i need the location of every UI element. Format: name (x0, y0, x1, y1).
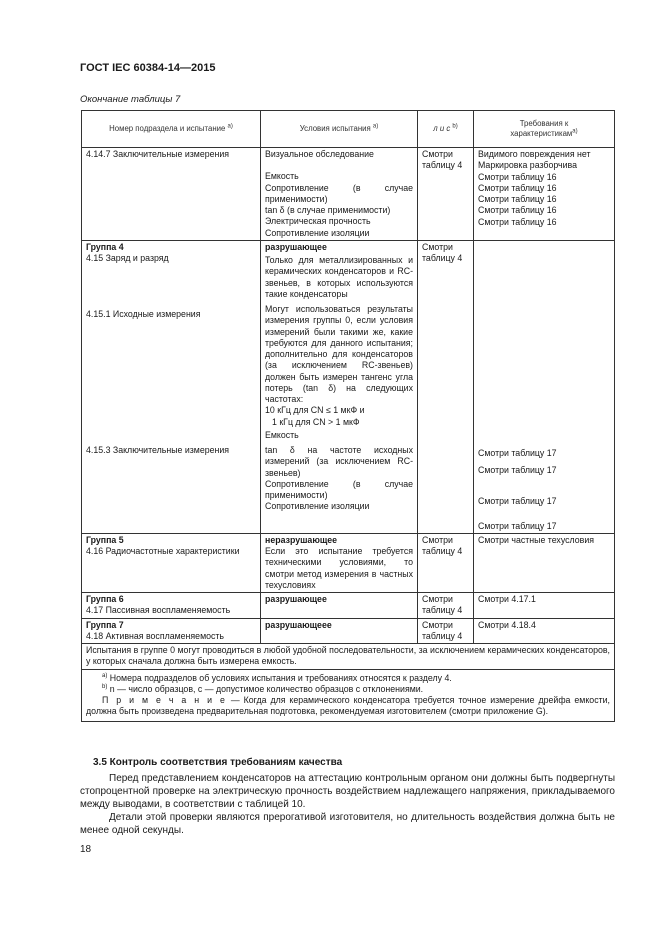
group-7-items: Группа 7 4.18 Активная воспламеняемость (82, 618, 261, 644)
header-requirements: Требования к характеристикам$^{a)}$ (474, 111, 615, 148)
row-4-14-7-conditions: Визуальное обследование Емкость Сопротивление (в случае применимости) tan δ (в случае применимости) Электрическая прочность Сопротивление изоляции (261, 148, 418, 241)
group-4-conditions: разрушающее Только для металлизированных и керамических конденсаторов и RC-звеньев, в которых используются такие конденсаторы Могут использоваться результаты измерения группы 0, если условия измерений были такими же, какие требуются для данного испытания; дополнительно для конденсаторов (за исключением RC-звеньев) должен быть измерен тангенс угла потерь (tan δ) на следующих частотах: 10 кГц для CN ≤ 1 мкФ и 1 кГц для CN > 1 мкФ Емкость tan δ на частоте исходных измерений (за исключением RC-звеньев) Сопротивление (в случае применимости) Сопротивление изоляции (261, 240, 418, 533)
row-4-14-7-item: 4.14.7 Заключительные измерения (82, 148, 261, 241)
group-6-requirements: Смотри 4.17.1 (474, 593, 615, 619)
paragraph: Детали этой проверки являются прерогативой изготовителя, но длительность воздействия должна быть не менее одной секунды. (80, 812, 615, 836)
table-row (82, 148, 615, 241)
table-header-row (82, 111, 615, 148)
group-7-requirements: Смотри 4.18.4 (474, 618, 615, 644)
table-row (82, 593, 615, 619)
table-row (82, 618, 615, 644)
group-6-items: Группа 6 4.17 Пассивная воспламеняемость (82, 593, 261, 619)
group-5-items: Группа 5 4.16 Радиочастотные характеристики (82, 533, 261, 592)
group-5-conditions: неразрушающее Если это испытание требуется техническими условиями, то смотри метод измерения в частных техусловиях (261, 533, 418, 592)
group-7-conditions: разрушающеее (261, 618, 418, 644)
table-footnotes-row (82, 669, 615, 721)
group-7-nc: Смотри таблицу 4 (418, 618, 474, 644)
section-body (80, 772, 615, 837)
group-4-requirements: Смотри таблицу 17 Смотри таблицу 17 Смотри таблицу 17 Смотри таблицу 17 (474, 240, 615, 533)
table-row (82, 533, 615, 592)
header-subsection-test: Номер подраздела и испытание $^{a)}$ (82, 111, 261, 148)
row-4-14-7-nc: Смотри таблицу 4 (418, 148, 474, 241)
group-5-nc: Смотри таблицу 4 (418, 533, 474, 592)
row-4-14-7-requirements: Видимого повреждения нет Маркировка разборчива Смотри таблицу 16 Смотри таблицу 16 Смотри таблицу 16 Смотри таблицу 16 Смотри таблицу 16 (474, 148, 615, 241)
table-caption: Окончание таблицы 7 (80, 94, 181, 105)
group-4-nc: Смотри таблицу 4 (418, 240, 474, 533)
paragraph: Перед представлением конденсаторов на аттестацию контрольным органом они должны быть подвергнуты стопроцентной проверке на электрическую прочность воздействием надлежащего напряжения, прикладываемого между выводами, в соответствии с таблицей 10. (80, 773, 615, 810)
group-5-requirements: Смотри частные техусловия (474, 533, 615, 592)
group-6-nc: Смотри таблицу 4 (418, 593, 474, 619)
test-table (81, 110, 615, 722)
header-n-c: л и с $^{b)}$ (418, 111, 474, 148)
page-number: 18 (80, 844, 92, 855)
group-6-conditions: разрушающее (261, 593, 418, 619)
table-row (82, 240, 615, 533)
note-label: П р и м е ч а н и е (102, 695, 227, 705)
section-title: 3.5 Контроль соответствия требованиям качества (93, 757, 343, 768)
table-footnotes: $^{a)}$ Номера подразделов об условиях испытания и требованиях относятся к разделу 4. $^{b)}$ n — число образцов, c — допустимое количество образцов с отклонениями. П р и м е ч а н и е — Когда для керамического конденсатора требуется точное измерение дрейфа емкости, должна быть произведена предварительная подготовка, рекомендуемая изготовителем (смотри приложение G). (82, 669, 615, 721)
table-row (82, 644, 615, 670)
header-test-conditions: Условия испытания $^{a)}$ (261, 111, 418, 148)
group-4-items: Группа 4 4.15 Заряд и разряд 4.15.1 Исходные измерения 4.15.3 Заключительные измерения (82, 240, 261, 533)
table-span-note: Испытания в группе 0 могут проводиться в любой удобной последовательности, за исключением керамических конденсаторов, у которых сначала должна быть измерена емкость. (82, 644, 615, 670)
document-header: ГОСТ IEC 60384-14—2015 (80, 62, 216, 74)
